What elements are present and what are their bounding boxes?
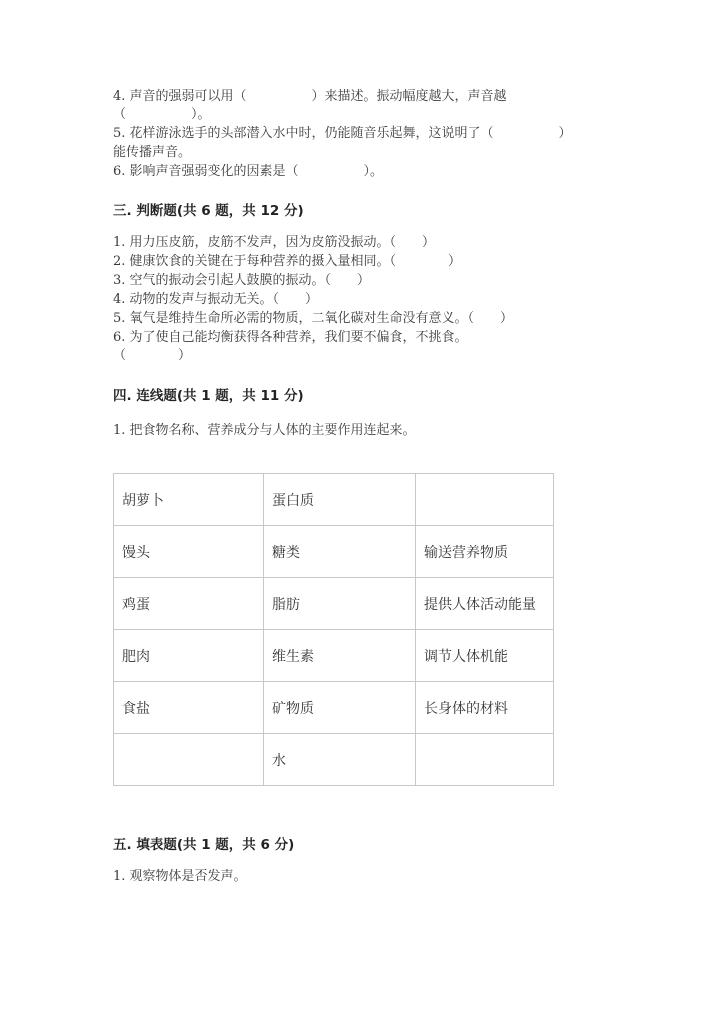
- q5-line1: 5. 花样游泳选手的头部潜入水中时，仍能随音乐起舞，这说明了（ ）: [113, 126, 572, 141]
- section-heading-table-fill: 五. 填表题(共 1 题，共 6 分): [113, 837, 295, 853]
- function-cell: [416, 474, 554, 526]
- q4-line1: 4. 声音的强弱可以用（ ）来描述。振动幅度越大，声音越: [113, 89, 507, 104]
- nutrient-cell: 维生素: [264, 630, 416, 682]
- nutrient-cell: 蛋白质: [264, 474, 416, 526]
- q6-line: 6. 影响声音强弱变化的因素是（ ）。: [113, 164, 384, 179]
- judgement-item-4: 4. 动物的发声与振动无关。（ ）: [113, 292, 319, 307]
- nutrient-cell: 水: [264, 734, 416, 786]
- function-cell: 长身体的材料: [416, 682, 554, 734]
- judgement-item-3: 3. 空气的振动会引起人鼓膜的振动。（ ）: [113, 273, 371, 288]
- nutrient-cell: 脂肪: [264, 578, 416, 630]
- judgement-item-6: 6. 为了使自己能均衡获得各种营养，我们要不偏食，不挑食。: [113, 330, 468, 345]
- food-cell: 肥肉: [114, 630, 264, 682]
- table-row: [114, 474, 554, 526]
- judgement-item-2: 2. 健康饮食的关键在于每种营养的摄入量相同。（ ）: [113, 254, 462, 269]
- food-cell: 鸡蛋: [114, 578, 264, 630]
- q4-line2: （ ）。: [113, 107, 211, 122]
- q5-line2: 能传播声音。: [113, 145, 192, 160]
- food-cell: [114, 734, 264, 786]
- function-cell: 输送营养物质: [416, 526, 554, 578]
- nutrient-cell: 矿物质: [264, 682, 416, 734]
- table-row: [114, 526, 554, 578]
- table-fill-question: 1. 观察物体是否发声。: [113, 869, 247, 884]
- function-cell: 调节人体机能: [416, 630, 554, 682]
- judgement-item-6-blank: （ ）: [113, 348, 192, 363]
- section-heading-judgement: 三. 判断题(共 6 题，共 12 分): [113, 203, 304, 219]
- table-row: [114, 578, 554, 630]
- function-cell: [416, 734, 554, 786]
- judgement-item-1: 1. 用力压皮筋，皮筋不发声，因为皮筋没振动。（ ）: [113, 235, 436, 250]
- section-heading-matching: 四. 连线题(共 1 题，共 11 分): [113, 388, 304, 404]
- food-cell: 食盐: [114, 682, 264, 734]
- table-row: [114, 734, 554, 786]
- matching-table: [113, 473, 554, 786]
- table-row: [114, 682, 554, 734]
- food-cell: 胡萝卜: [114, 474, 264, 526]
- food-cell: 馒头: [114, 526, 264, 578]
- nutrient-cell: 糖类: [264, 526, 416, 578]
- judgement-item-5: 5. 氧气是维持生命所必需的物质，二氧化碳对生命没有意义。（ ）: [113, 311, 514, 326]
- matching-question: 1. 把食物名称、营养成分与人体的主要作用连起来。: [113, 423, 416, 438]
- function-cell: 提供人体活动能量: [416, 578, 554, 630]
- table-row: [114, 630, 554, 682]
